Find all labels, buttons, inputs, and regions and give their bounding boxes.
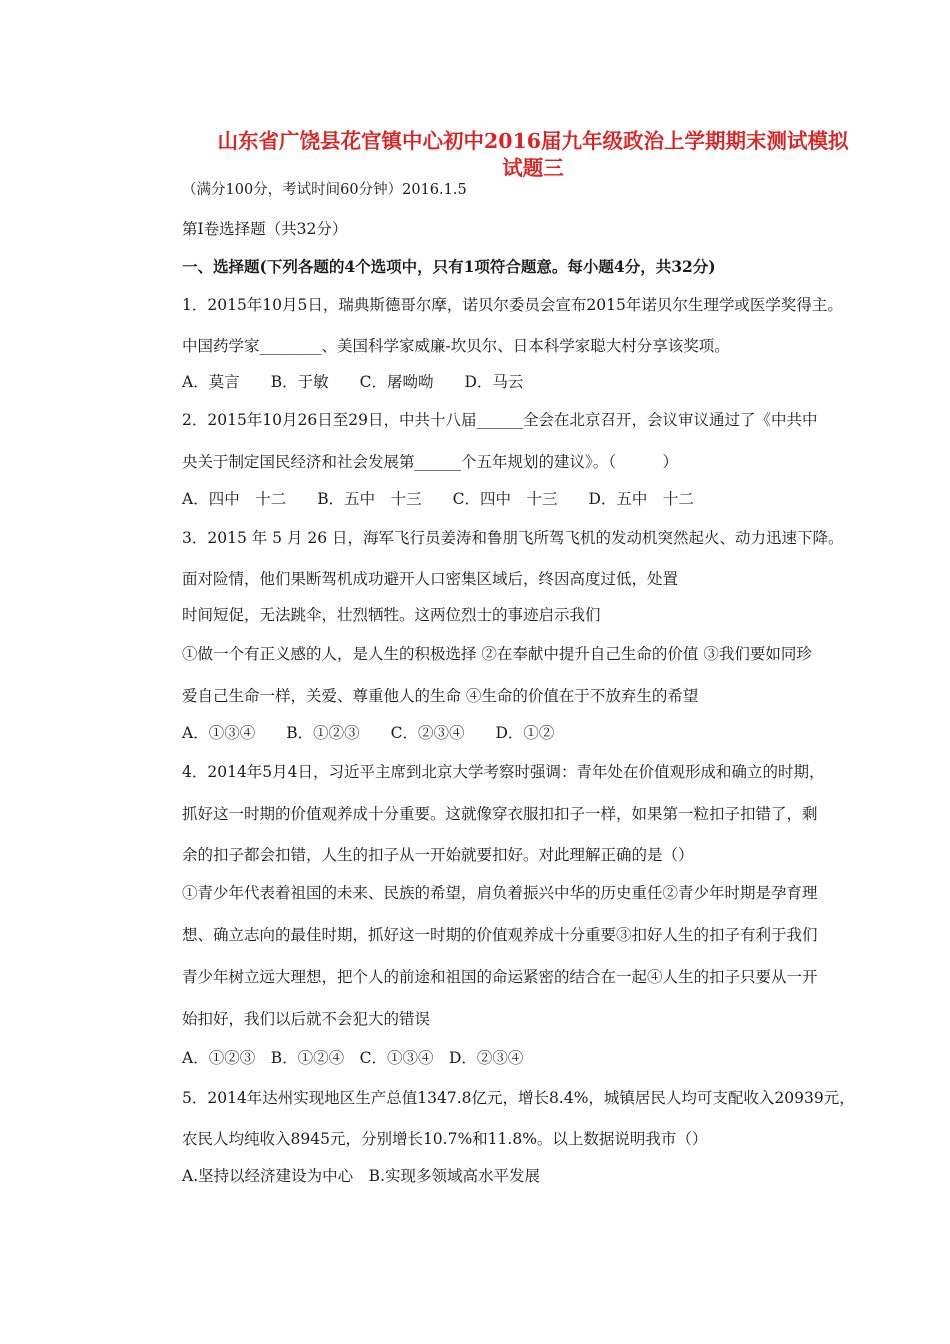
- answer-options: A．莫言 B．于敏 C．屠呦呦 D．马云: [182, 373, 524, 391]
- question-text-line: ①青少年代表着祖国的未来、民族的希望，肩负着振兴中华的历史重任②青少年时期是孕育理: [182, 884, 818, 902]
- question-text-line: 4．2014年5月4日，习近平主席到北京大学考察时强调：青年处在价值观形成和确立的时期，: [182, 763, 825, 781]
- question-text-line: 面对险情，他们果断驾机成功避开人口密集区域后，终因高度过低，处置: [182, 570, 679, 588]
- answer-options: A．①③④ B．①②③ C．②③④ D．①②: [182, 724, 555, 742]
- question-text-line: 中国药学家________、美国科学家威廉-坎贝尔、日本科学家聪大村分享该奖项。: [182, 337, 730, 355]
- answer-options: A．四中 十二 B．五中 十三 C．四中 十三 D．五中 十二: [182, 490, 694, 508]
- question-text-line: 爱自己生命一样，关爱、尊重他人的生命 ④生命的价值在于不放弃生的希望: [182, 687, 699, 705]
- question-text-line: 青少年树立远大理想，把个人的前途和祖国的命运紧密的结合在一起④人生的扣子只要从一开: [182, 968, 818, 986]
- question-text-line: 央关于制定国民经济和社会发展第______个五年规划的建议》。（ ）: [182, 453, 679, 471]
- question-text-line: 始扣好，我们以后就不会犯大的错误: [182, 1010, 431, 1028]
- part-heading: 第Ⅰ卷选择题（共32分）: [182, 220, 348, 238]
- document-title-line-1: 山东省广饶县花官镇中心初中2016届九年级政治上学期期末测试模拟: [217, 129, 849, 153]
- question-text-line: 3．2015 年 5 月 26 日，海军飞行员姜涛和鲁朋飞所驾飞机的发动机突然起火、动力迅速下降。: [182, 529, 844, 547]
- question-text-line: 1．2015年10月5日，瑞典斯德哥尔摩，诺贝尔委员会宣布2015年诺贝尔生理学或医学奖得主。: [182, 296, 843, 314]
- document-title-line-2: 试题三: [502, 156, 564, 180]
- section-heading: 一、选择题(下列各题的4个选项中，只有1项符合题意。每小题4分，共32分): [182, 257, 716, 276]
- question-text-line: 5．2014年达州实现地区生产总值1347.8亿元，增长8.4%，城镇居民人均可支配收入20939元，: [182, 1089, 855, 1107]
- exam-info: （满分100分，考试时间60分钟）2016.1.5: [182, 182, 467, 198]
- question-text-line: 想、确立志向的最佳时期，抓好这一时期的价值观养成十分重要③扣好人生的扣子有利于我们: [182, 926, 818, 944]
- question-text-line: 余的扣子都会扣错，人生的扣子从一开始就要扣好。对此理解正确的是（）: [182, 846, 694, 864]
- answer-options: A．①②③ B．①②④ C．①③④ D．②③④: [182, 1049, 524, 1067]
- question-text-line: ①做一个有正义感的人，是人生的积极选择 ②在奉献中提升自己生命的价值 ③我们要如同珍: [182, 645, 812, 663]
- question-text-line: 农民人均纯收入8945元，分别增长10.7%和11.8%。以上数据说明我市（）: [182, 1130, 708, 1148]
- question-text-line: 2．2015年10月26日至29日，中共十八届______全会在北京召开，会议审议通过了《中共中: [182, 411, 818, 429]
- answer-options: A.坚持以经济建设为中心 B.实现多领域高水平发展: [182, 1167, 540, 1185]
- question-text-line: 时间短促，无法跳伞，壮烈牺牲。这两位烈士的事迹启示我们: [182, 606, 601, 624]
- question-text-line: 抓好这一时期的价值观养成十分重要。这就像穿衣服扣扣子一样，如果第一粒扣子扣错了，剩: [182, 805, 818, 823]
